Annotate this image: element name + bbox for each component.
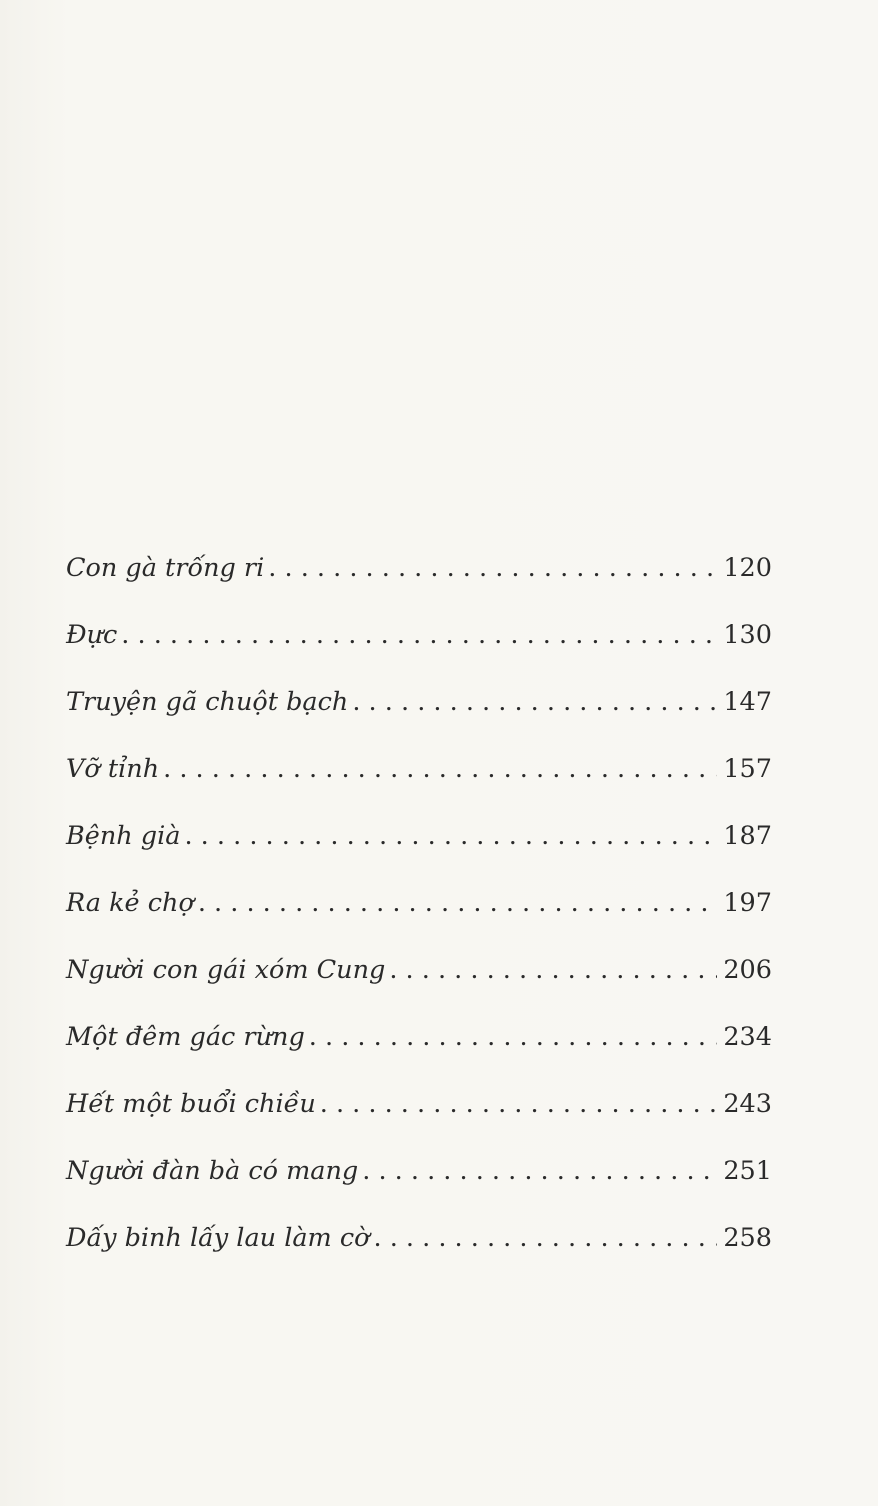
dot-leader <box>163 746 717 792</box>
toc-entry <box>66 1014 772 1081</box>
dot-leader <box>362 1148 717 1194</box>
toc-entry <box>66 947 772 1014</box>
toc-entry <box>66 1081 772 1148</box>
toc-entry <box>66 880 772 947</box>
toc-entry-page: 234 <box>723 1022 772 1052</box>
toc-entry <box>66 746 772 813</box>
toc-entry-title: Ra kẻ chợ <box>66 888 194 918</box>
toc-entry-page: 130 <box>723 620 772 650</box>
toc-entry <box>66 1148 772 1215</box>
toc-entry <box>66 612 772 679</box>
toc-entry <box>66 545 772 612</box>
toc-entry-page: 206 <box>723 955 772 985</box>
dot-leader <box>121 612 717 658</box>
table-of-contents <box>66 545 772 1282</box>
dot-leader <box>352 679 717 725</box>
dot-leader <box>389 947 717 993</box>
dot-leader <box>268 545 717 591</box>
dot-leader <box>320 1081 718 1127</box>
toc-entry-title: Truyện gã chuột bạch <box>66 687 349 717</box>
toc-entry <box>66 679 772 746</box>
toc-entry-title: Một đêm gác rừng <box>66 1022 305 1052</box>
dot-leader <box>309 1014 718 1060</box>
dot-leader <box>373 1215 717 1261</box>
toc-entry-title: Con gà trống ri <box>66 553 265 583</box>
toc-entry-title: Hết một buổi chiều <box>66 1089 316 1119</box>
dot-leader <box>198 880 718 926</box>
toc-entry-page: 147 <box>723 687 772 717</box>
toc-entry-page: 120 <box>723 553 772 583</box>
toc-entry-title: Người con gái xóm Cung <box>66 955 386 985</box>
toc-entry-page: 157 <box>723 754 772 784</box>
toc-entry-title: Đực <box>66 620 118 650</box>
toc-entry-page: 197 <box>723 888 772 918</box>
toc-entry-title: Dấy binh lấy lau làm cờ <box>66 1223 370 1253</box>
toc-entry-title: Bệnh già <box>66 821 181 851</box>
toc-entry-page: 258 <box>723 1223 772 1253</box>
toc-entry-page: 243 <box>723 1089 772 1119</box>
dot-leader <box>184 813 717 859</box>
toc-entry-title: Người đàn bà có mang <box>66 1156 359 1186</box>
toc-entry-title: Vỡ tỉnh <box>66 754 160 784</box>
toc-entry <box>66 813 772 880</box>
toc-entry <box>66 1215 772 1282</box>
toc-entry-page: 187 <box>723 821 772 851</box>
toc-entry-page: 251 <box>723 1156 772 1186</box>
